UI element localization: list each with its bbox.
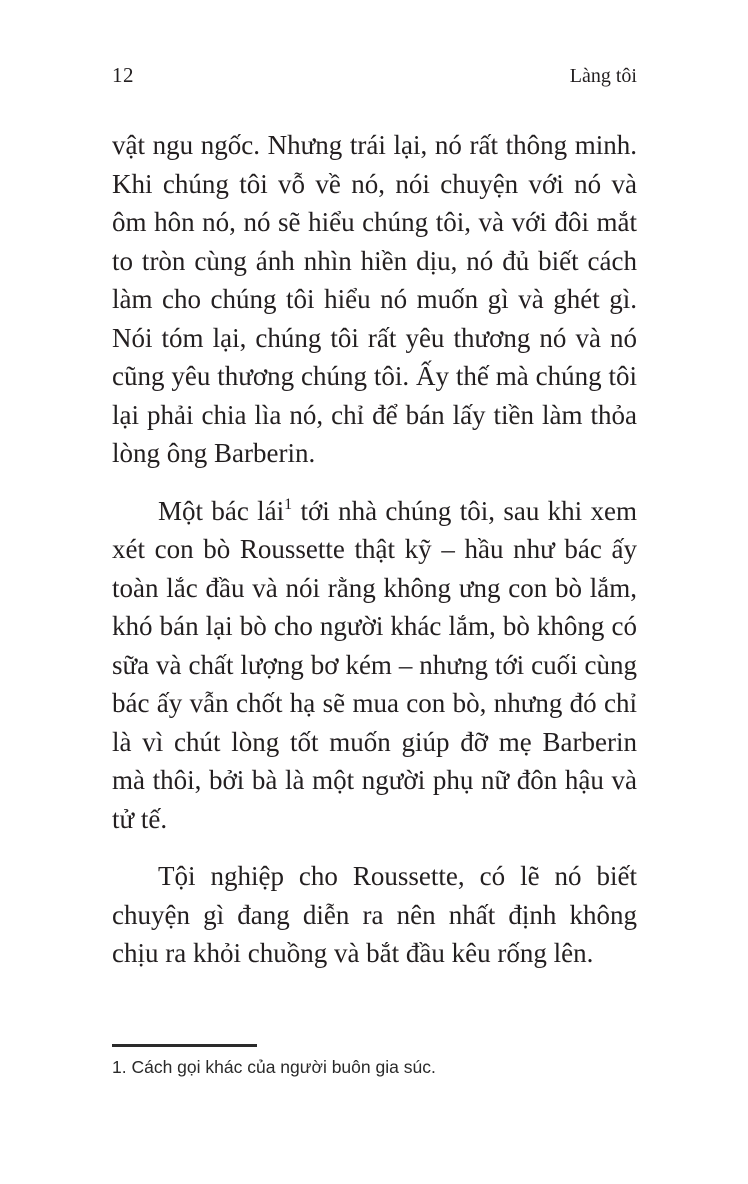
footnote-reference-mark: 1 [284,495,293,513]
paragraph-2 [112,492,637,839]
footnote-divider [112,1044,257,1047]
paragraph-1: vật ngu ngốc. Nhưng trái lại, nó rất thông minh. Khi chúng tôi vỗ về nó, nói chuyện với nó và ôm hôn nó, nó sẽ hiểu chúng tôi, và với đôi mắt to tròn cùng ánh nhìn hiền dịu, nó đủ biết cách làm cho chúng tôi hiểu nó muốn gì và ghét gì. Nói tóm lại, chúng tôi rất yêu thương nó và nó cũng yêu thương chúng tôi. Ấy thế mà chúng tôi lại phải chia lìa nó, chỉ để bán lấy tiền làm thỏa lòng ông Barberin. [112,130,637,468]
footnote-text: 1. Cách gọi khác của người buôn gia súc. [112,1057,436,1077]
paragraph-2-text-after-ref: tới nhà chúng tôi, sau khi xem xét con bò Roussette thật kỹ – hầu như bác ấy toàn lắc đầu và nói rằng không ưng con bò lắm, khó bán lại bò cho người khác lắm, bò không có sữa và chất lượng bơ kém – nhưng tới cuối cùng bác ấy vẫn chốt hạ sẽ mua con bò, nhưng đó chỉ là vì chút lòng tốt muốn giúp đỡ mẹ Barberin mà thôi, bởi bà là một người phụ nữ đôn hậu và tử tế. [112,495,637,834]
paragraph-2-text-before-ref: Một bác lái [158,495,285,526]
footnote-area [112,1044,637,1078]
page-number: 12 [112,63,134,87]
running-title: Làng tôi [569,65,637,87]
running-header [112,62,637,89]
body-text [112,126,637,973]
paragraph-3: Tội nghiệp cho Roussette, có lẽ nó biết chuyện gì đang diễn ra nên nhất định không chịu ra khỏi chuồng và bắt đầu kêu rống lên. [112,861,637,968]
